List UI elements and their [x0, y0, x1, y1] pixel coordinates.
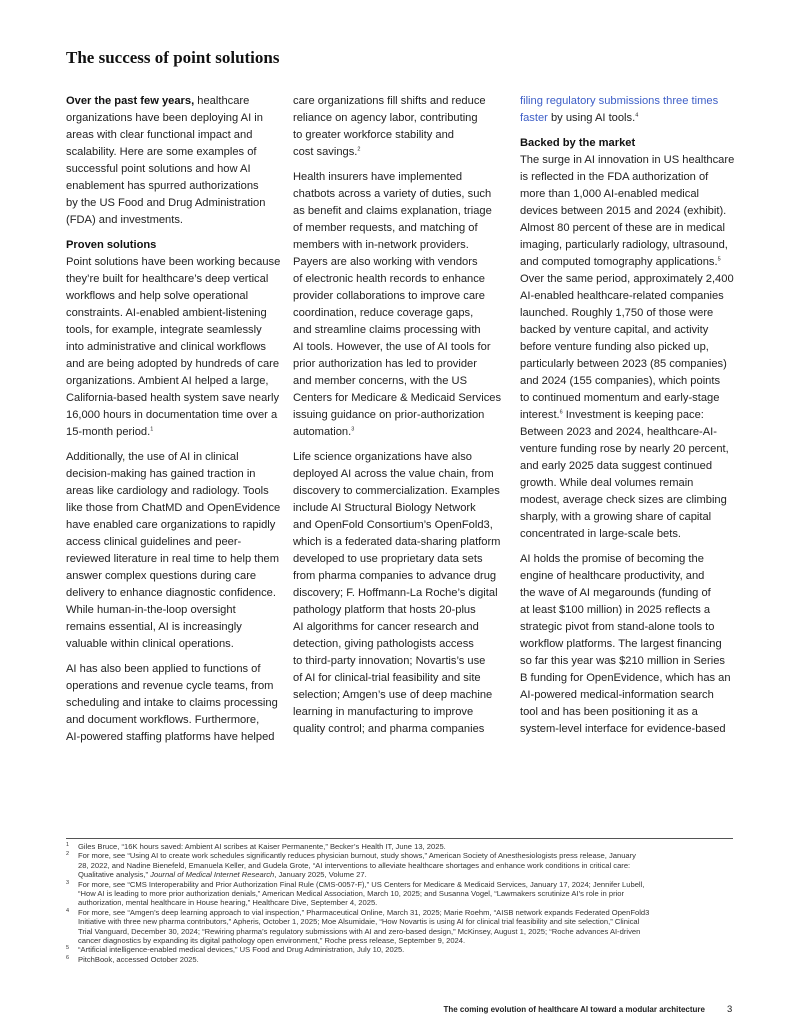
footnote-text: For more, see “Amgen’s deep learning approach to vial inspection,” Pharmaceutical Online, March 31, 2025; Marie Roehm, “AISB network expands Federated OpenFold3	[78, 907, 650, 917]
text-line: and computed tomography applications.	[520, 256, 718, 268]
footnote-number: 6	[66, 954, 70, 961]
text-line: developed to use proprietary data sets	[293, 553, 483, 565]
subheading-backed-by-market: Backed by the market	[520, 137, 636, 149]
text-line: Between 2023 and 2024, healthcare-AI-	[520, 426, 717, 438]
text-line: tool and has been positioning it as a	[520, 706, 698, 718]
text-line: at least $100 million) in 2025 reflects a	[520, 604, 711, 616]
text-line: AI has also been applied to functions of	[66, 663, 261, 675]
paragraph	[293, 93, 511, 161]
text-line: Almost 80 percent of these are in medical	[520, 222, 725, 234]
footnote-text: Trial Vanguard, December 30, 2024; “Rewiring pharma’s regulatory submissions with AI and zero-based design,” McKinsey, August 1, 2025; “Roche advances AI-driven	[78, 926, 641, 936]
footnote-1	[66, 842, 733, 851]
text-line: delivery to enhance diagnostic confidence.	[66, 587, 276, 599]
footnote-6	[66, 955, 733, 964]
text-line: coordination, reduce coverage gaps,	[293, 307, 474, 319]
text-line: issuing guidance on prior-authorization	[293, 409, 485, 421]
footnotes	[66, 842, 733, 964]
text-line: modest, average check sizes are climbing	[520, 494, 727, 506]
text-line: (FDA) and investments.	[66, 214, 184, 226]
text-line: successful point solutions and how AI	[66, 163, 251, 175]
text-line: Investment is keeping pace:	[562, 409, 704, 421]
text-line: enablement has spurred authorizations	[66, 180, 259, 192]
text-line: operations and revenue cycle teams, from	[66, 680, 274, 692]
section-title: The success of point solutions	[66, 48, 280, 67]
text-column-1	[66, 93, 284, 754]
text-line: include AI Structural Biology Network	[293, 502, 476, 514]
text-line: quality control; and pharma companies	[293, 723, 485, 735]
footnote-number: 2	[66, 851, 70, 858]
text-line: prior authorization has led to provider	[293, 358, 477, 370]
text-line: B funding for OpenEvidence, which has an	[520, 672, 731, 684]
footnote-text: , January 2025, Volume 27.	[274, 870, 367, 880]
text-line: healthcare	[194, 95, 250, 107]
paragraph	[66, 254, 284, 441]
text-line: launched. Roughly 1,750 of those were	[520, 307, 714, 319]
text-line: selection; Amgen’s use of deep machine	[293, 689, 493, 701]
text-line: automation.	[293, 426, 352, 438]
text-line: AI holds the promise of becoming the	[520, 553, 704, 565]
text-line: areas like cardiology and radiology. Tools	[66, 485, 269, 497]
text-line: scalability. Here are some examples of	[66, 146, 257, 158]
paragraph	[293, 449, 511, 738]
footnote-ref[interactable]: 4	[635, 112, 639, 119]
text-line: concentrated in large-scale bets.	[520, 528, 682, 540]
text-line: constraints. AI-enabled ambient-listening	[66, 307, 267, 319]
footnote-ref[interactable]: 5	[717, 256, 721, 263]
text-line: venture funding rose by nearly 20 percent,	[520, 443, 729, 455]
footnote-ref[interactable]: 2	[357, 146, 361, 153]
text-line: of electronic health records to enhance	[293, 273, 485, 285]
text-line: backed by venture capital, and activity	[520, 324, 709, 336]
text-line: organizations have been deploying AI in	[66, 112, 263, 124]
journal-title: Journal of Medical Internet Research	[150, 870, 275, 880]
footnote-number: 5	[66, 945, 70, 952]
footer-document-title: The coming evolution of healthcare AI toward a modular architecture	[443, 1005, 705, 1014]
footnote-text: Initiative with three new pharma contributors,” Apheris, October 1, 2025; Moe Alsumidaie, “How Novartis is using AI for clinical trial feasibility and site selection,” Clinical	[78, 917, 640, 927]
text-line: 16,000 hours in documentation time over a	[66, 409, 278, 421]
text-line: and early 2025 data suggest continued	[520, 460, 713, 472]
text-line: engine of healthcare productivity, and	[520, 570, 705, 582]
text-line: pathology platform that hosts 20-plus	[293, 604, 476, 616]
text-line: The surge in AI innovation in US healthcare	[520, 154, 735, 166]
paragraph	[293, 169, 511, 441]
subheading-proven-solutions: Proven solutions	[66, 239, 157, 251]
text-line: members with in-network providers.	[293, 239, 469, 251]
text-line: they’re built for healthcare’s deep vertical	[66, 273, 269, 285]
text-line: valuable within clinical operations.	[66, 638, 234, 650]
paragraph	[520, 551, 738, 738]
text-line: strategic pivot from stand-alone tools to	[520, 621, 715, 633]
text-line: of AI for clinical-trial feasibility and site	[293, 672, 481, 684]
text-line: 15-month period.	[66, 426, 151, 438]
text-line: discovery to commercialization. Examples	[293, 485, 500, 497]
footnote-5	[66, 945, 733, 954]
text-line: organizations. Ambient AI helped a large,	[66, 375, 269, 387]
page-number: 3	[727, 1004, 733, 1015]
footnote-divider	[66, 838, 733, 839]
footnote-ref[interactable]: 1	[150, 426, 154, 433]
text-line: reliance on agency labor, contributing	[293, 112, 478, 124]
text-line: and document workflows. Furthermore,	[66, 714, 260, 726]
paragraph	[520, 93, 738, 127]
text-line: workflows and help solve operational	[66, 290, 249, 302]
text-column-2	[293, 93, 511, 746]
text-line: detection, giving pathologists access	[293, 638, 474, 650]
text-line: devices between 2015 and 2024 (exhibit).	[520, 205, 727, 217]
text-line: to continued momentum and early-stage	[520, 392, 720, 404]
footnote-2	[66, 851, 733, 879]
text-line: Additionally, the use of AI in clinical	[66, 451, 239, 463]
text-line: more than 1,000 AI-enabled medical	[520, 188, 699, 200]
text-line: which is a federated data-sharing platform	[293, 536, 501, 548]
text-line: chatbots across a variety of duties, such	[293, 188, 492, 200]
text-line: before venture funding also picked up,	[520, 341, 709, 353]
text-line: areas with clear functional impact and	[66, 129, 253, 141]
text-line: decision-making has gained traction in	[66, 468, 256, 480]
text-line: California-based health system save nearly	[66, 392, 280, 404]
paragraph	[520, 152, 738, 543]
footnote-text: Qualitative analysis,”	[78, 870, 151, 880]
text-line: AI-powered medical-information search	[520, 689, 714, 701]
text-line: and 2024 (155 companies), which points	[520, 375, 721, 387]
text-line: deployed AI across the value chain, from	[293, 468, 494, 480]
text-line: AI-enabled healthcare-related companies	[520, 290, 724, 302]
text-line: cost savings.	[293, 146, 358, 158]
footnote-ref[interactable]: 3	[351, 426, 355, 433]
text-line: system-level interface for evidence-based	[520, 723, 726, 735]
text-line: have enabled care organizations to rapidly	[66, 519, 276, 531]
paragraph	[66, 661, 284, 746]
lead-in: Over the past few years,	[66, 95, 195, 107]
footnote-text: PitchBook, accessed October 2025.	[78, 954, 199, 964]
regulatory-submissions-link-cont[interactable]: faster	[520, 112, 548, 124]
text-line: Over the same period, approximately 2,400	[520, 273, 734, 285]
text-line: growth. While deal volumes remain	[520, 477, 694, 489]
text-line: imaging, particularly radiology, ultrasound,	[520, 239, 728, 251]
text-line: care organizations fill shifts and reduce	[293, 95, 486, 107]
text-line: scheduling and intake to claims processing	[66, 697, 278, 709]
text-line: the wave of AI megarounds (funding of	[520, 587, 711, 599]
text-line: from pharma companies to advance drug	[293, 570, 497, 582]
text-line: and OpenFold Consortium’s OpenFold3,	[293, 519, 493, 531]
text-line: to greater workforce stability and	[293, 129, 454, 141]
text-line: reviewed literature in real time to help them	[66, 553, 280, 565]
text-line: While human-in-the-loop oversight	[66, 604, 236, 616]
text-line: AI algorithms for cancer research and	[293, 621, 479, 633]
footnote-3	[66, 880, 733, 908]
text-line: to third-party innovation; Novartis’s use	[293, 655, 486, 667]
text-line: Life science organizations have also	[293, 451, 472, 463]
footnote-text: “How AI is leading to more prior authorization denials,” American Medical Association, March 10, 2025; and Susanna Vogel, “Lawmakers scrutinize AI’s role in prior	[78, 889, 625, 899]
text-line: particularly between 2023 (85 companies)	[520, 358, 727, 370]
text-line: Point solutions have been working because	[66, 256, 281, 268]
text-line: interest.	[520, 409, 560, 421]
footnote-4	[66, 908, 733, 946]
text-line: by the US Food and Drug Administration	[66, 197, 266, 209]
text-line: access clinical guidelines and peer-	[66, 536, 242, 548]
footnote-text: 28, 2022, and Nadine Bienefeld, Emanuela Keller, and Gudela Grote, “AI interventions to alleviate healthcare shortages and enhance work conditions in critical care:	[78, 860, 631, 870]
text-line: Payers are also working with vendors	[293, 256, 478, 268]
text-line: sharply, with a growing share of capital	[520, 511, 712, 523]
text-line: of member requests, and matching of	[293, 222, 478, 234]
text-line: remains essential, AI is increasingly	[66, 621, 242, 633]
text-line: into administrative and clinical workflows	[66, 341, 266, 353]
paragraph	[66, 449, 284, 653]
regulatory-submissions-link[interactable]: filing regulatory submissions three times	[520, 95, 719, 107]
text-line: workflow platforms. The largest financing	[520, 638, 722, 650]
footnote-number: 4	[66, 907, 70, 914]
text-line: Centers for Medicare & Medicaid Services	[293, 392, 502, 404]
footnote-text: For more, see “Using AI to create work schedules significantly reduces physician burnout, study shows,” American Society of Anesthesiologists press release, January	[78, 851, 636, 861]
text-line: discovery; F. Hoffmann-La Roche’s digital	[293, 587, 498, 599]
text-line: provider collaborations to improve care	[293, 290, 485, 302]
footnote-text: “Artificial intelligence-enabled medical devices,” US Food and Drug Administration, July 10, 2025.	[78, 945, 405, 955]
text-line: tools, for example, integrate seamlessly	[66, 324, 262, 336]
text-line: AI-powered staffing platforms have helped	[66, 731, 275, 743]
text-line: learning in manufacturing to improve	[293, 706, 474, 718]
text-line: and are being adopted by hundreds of care	[66, 358, 280, 370]
text-line: by using AI tools.	[547, 112, 636, 124]
text-line: answer complex questions during care	[66, 570, 257, 582]
footnote-number: 3	[66, 879, 70, 886]
text-column-3	[520, 93, 738, 746]
intro-paragraph	[66, 93, 284, 229]
text-line: and member concerns, with the US	[293, 375, 467, 387]
footnote-text: cancer diagnostics by expanding its digital pathology open environment,” Roche press release, September 9, 2024.	[78, 936, 466, 946]
text-line: Health insurers have implemented	[293, 171, 463, 183]
footnote-text: For more, see “CMS Interoperability and Prior Authorization Final Rule (CMS-0057-F),” US Centers for Medicare & Medicaid Services, January 17, 2024; Jennifer Lubell,	[78, 879, 645, 889]
text-line: and streamline claims processing with	[293, 324, 481, 336]
footnote-ref[interactable]: 6	[559, 409, 563, 416]
text-line: as benefit and claims explanation, triage	[293, 205, 492, 217]
footnote-text: Giles Bruce, “16K hours saved: Ambient AI scribes at Kaiser Permanente,” Becker’s Health IT, June 13, 2025.	[78, 842, 446, 851]
text-line: so far this year was $210 million in Series	[520, 655, 725, 667]
text-line: is reflected in the FDA authorization of	[520, 171, 709, 183]
footnote-number: 1	[66, 842, 70, 848]
footnote-text: authorization, mental healthcare in House hearing,” Healthcare Dive, September 4, 2025.	[78, 898, 378, 908]
text-line: like those from ChatMD and OpenEvidence	[66, 502, 281, 514]
text-line: AI tools. However, the use of AI tools for	[293, 341, 491, 353]
